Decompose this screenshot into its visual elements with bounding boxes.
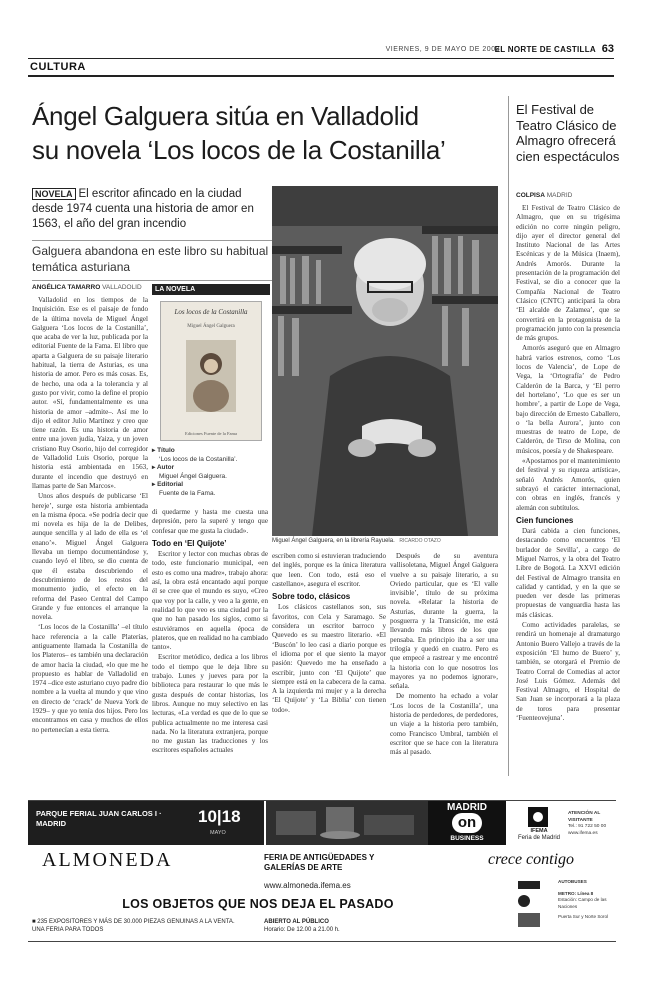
bus-icon xyxy=(518,881,540,889)
paragraph: «Apostamos por el mantenimiento del festival y su riqueza artística», señaló Andrés Amorós, quien subrayó el carácter internacional, con obras en inglés, francés y alemán con subtítulos. xyxy=(516,457,620,512)
paragraph: di quedarme y hasta me cuesta una depresión, pero la superé y tengo que confesar que me gusta la ciudad». xyxy=(152,508,268,535)
ad-open-hours: Horario: De 12.00 a 21.00 h. xyxy=(264,926,340,933)
book-cover-publisher: Ediciones Fuente de la Fama xyxy=(185,431,237,436)
section-rule xyxy=(28,75,614,77)
ad-info-title: ATENCIÓN AL VISITANTE xyxy=(568,811,601,823)
header-paper-name: EL NORTE DE CASTILLA xyxy=(494,45,596,54)
headline-line-1: Ángel Galguera sitúa en Valladolid xyxy=(32,101,419,131)
book-details xyxy=(152,447,270,498)
author-photo-image xyxy=(272,186,498,536)
article-column-3 xyxy=(272,552,386,774)
ad-transport-note: Puerta Sur y Norte Sorol xyxy=(558,913,609,919)
book-info-box xyxy=(152,284,270,508)
sidebar-byline-name: COLPISA xyxy=(516,192,545,199)
ifema-line-1: IFEMA xyxy=(530,828,548,834)
headline-line-2: su novela ‘Los locos de la Costanilla’ xyxy=(32,135,446,165)
ad-brand-logo: ALMONEDA xyxy=(42,849,173,871)
ad-open-label: ABIERTO AL PÚBLICO xyxy=(264,919,329,925)
author-photo xyxy=(272,186,498,536)
header-rule xyxy=(28,58,614,59)
lead-paragraph xyxy=(32,187,272,232)
madrid-business-bottom: BUSINESS xyxy=(450,835,484,842)
metro-icon xyxy=(518,895,530,907)
book-box-label: LA NOVELA xyxy=(152,284,270,295)
ad-dates: 10|18 xyxy=(198,807,241,826)
paragraph: ‘Los locos de la Costanilla’ –el título hace referencia a la calle Platerías, antiguamente llamada la Costanilla de los Plateros– es también una declaración de amor hacia la ciudad, «lo que me he propuesto es hablar de Valladolid en 1974 –dice este asturiano cuyo padre dio nombre a la vuelta al mundo y que vino en directo de ‘crack’ de Nueva York de 1929– y que yo tenía dos hijos. Pero los encontramos en casa y muchos de ellos no pertenecían a esta tierra. xyxy=(32,623,148,734)
lead-tag: NOVELA xyxy=(32,188,76,200)
ifema-logo xyxy=(514,807,564,845)
madrid-business-top: MADRID xyxy=(447,802,487,813)
page-number: 63 xyxy=(601,43,614,55)
paragraph: Amorós aseguró que en Almagro habrá varios estrenos, como ‘Los locos de Valencia’, de Lope de Vega, la ‘Ortografía’ de Pedro Calderón de la Barca, y ‘El perro del hortelano’, ‘Lo que es ser un hombre’, a partir de Lope de Vega, bajo dirección de Ernesto Caballero, o ‘la bella Aurora’, junto con muestras de teatro de Lope, de Calderón, de Tirso de Molina, con músicos, poesía y de Shakespeare. xyxy=(516,344,620,455)
ad-tagline: LOS OBJETOS QUE NOS DEJA EL PASADO xyxy=(122,897,394,911)
photo-caption xyxy=(272,538,502,544)
photo-credit: RICARDO OTAZO xyxy=(399,538,441,544)
article-column-1 xyxy=(32,296,148,774)
section-label: CULTURA xyxy=(30,61,86,73)
subheadline: Galguera abandona en este libro su habitual temática asturiana xyxy=(32,244,269,274)
byline-name: ANGÉLICA TAMARRO xyxy=(32,284,101,291)
subhead-rule xyxy=(32,280,272,281)
main-headline xyxy=(32,99,512,167)
ad-transport-icons xyxy=(518,881,552,931)
paragraph: Como actividades paralelas, se rendirá un homenaje al dramaturgo Antonio Buero Vallejo a través de la exposición ‘El humo de Buero’ y, también, se otorgará el Premio de Teatro Corral de Comedias al actor José Luis Gómez. Además del Festival Almagro, el Hospital de San Juan se incorporará a la plaza de toros para presentar ‘Fuenteovejuna’. xyxy=(516,621,620,723)
ad-fair-title: FERIA DE ANTIGÜEDADES Y GALERÍAS DE ARTE xyxy=(264,853,375,872)
byline-place: VALLADOLID xyxy=(102,284,142,291)
paragraph: Escritor y lector con muchas obras de todo, este funcionario municipal, «en esto es como una madre», trabajo ahora: así, la obra está encantado aquí porque él se cree que el mundo es suyo, «Creo que voy por la calle, y veo a la gente, en realidad lo que veo es una ciudad por la que no han pasado los siglos, como si estuviéramos en aquella época de plateros, que en realidad no ha cambiado tanto». xyxy=(152,550,268,652)
book-cover-illustration xyxy=(186,340,236,412)
paragraph: El Festival de Teatro Clásico de Almagro, que en su trigésima edición no corre ningún peligro, dijo ayer el director general del Instituto Nacional de las Artes Escénicas y de la Música (Inaem), Andrés Amorós. Durante la presentación de la programación del Festival, se dio a conocer que la Compañía Nacional de Teatro Clásico (CNTC) anticipará la obra ‘El alcalde de Zalamea’, que se convertirá en la protagonista de la programación junto con la presencia de más grupos. xyxy=(516,204,620,343)
ifema-line-2: Feria de Madrid xyxy=(517,835,561,841)
train-icon xyxy=(518,913,540,927)
ad-month: MAYO xyxy=(210,830,226,836)
bullet-icon: ■ xyxy=(32,919,38,925)
ad-url[interactable]: www.almoneda.ifema.es xyxy=(264,881,351,890)
lead-rule xyxy=(32,240,272,241)
ad-transport-station: Estación: Campo de las Naciones xyxy=(558,897,607,909)
subhead-clasicos: Sobre todo, clásicos xyxy=(272,592,351,602)
ad-transport xyxy=(558,879,616,920)
advertisement xyxy=(28,800,616,942)
ad-antiques-image xyxy=(266,801,428,845)
page-header xyxy=(0,44,640,58)
madrid-business-on: on xyxy=(452,813,482,833)
paragraph: Después de su aventura vallisoletana, Miguel Ángel Galguera vuelve a su paisaje literario, a su Oviedo particular, que es ‘El valle invisible’, título de su próxima novela. «Relatar la historia de Asturias, durante la guerra, la posguerra y la Transición, me está llevando más libros de los que pensaba. En principio iba a ser una trilogía y quedó en cuatro. Pero es que empecé a rastrear y me encontré la historia con lo que nosotros los mayores ya no podemos ignorar», señala. xyxy=(390,552,498,691)
paragraph: Valladolid en los tiempos de la Inquisición. Ese es el paisaje de fondo de la última novela de Miguel Ángel Galguera ‘Los locos de la Costanilla’, que acaba de ver la luz, publicada por la editorial Fuente de la Fama. El libro que aparta a Galguera de su paisaje literario habitual, la tierra de Asturias, es una historia de amor. Pero es más cosas. Es, de hecho, una oda a la tolerancia y al gusto por vivir, como la define el propio autor. «Sí, fundamentalmente es una historia de amor –admite–. Así me lo dijo el editor Julio Martínez y creo que tiene razón. Es una historia de amor entre una joven judía, Yaiza, y un joven cristiano Ruy Osorio, hijo del corregidor de Valladolid Luis Osorio, porque la historia está ambientada en 1563, durante el incendio que destruyó en llamas parte de San Marcos». xyxy=(32,296,148,490)
article-column-4 xyxy=(390,552,498,774)
article-column-2 xyxy=(152,508,268,774)
book-title-value: ‘Los locos de la Costanilla’. xyxy=(159,455,238,463)
ad-info-web[interactable]: www.ifema.es xyxy=(568,830,598,836)
book-cover xyxy=(160,301,262,441)
sidebar-headline: El Festival de Teatro Clásico de Almagro ofrecerá cien espectáculos xyxy=(516,102,620,164)
ad-bullet xyxy=(32,919,242,934)
sidebar-divider xyxy=(508,96,509,776)
sidebar-byline-place: MADRID xyxy=(546,192,573,199)
ifema-icon xyxy=(528,807,548,827)
lead-text: El escritor afincado en la ciudad desde 1974 cuenta una historia de amor en 1563, el año del gran incendio xyxy=(32,188,254,230)
book-author-key: ▸ Autor xyxy=(152,464,175,471)
ad-transport-metro: METRO: Línea 8 xyxy=(558,891,594,897)
header-date: VIERNES, 9 DE MAYO DE 2003 xyxy=(385,46,500,53)
ad-info xyxy=(568,811,618,837)
ad-banner xyxy=(28,801,264,845)
book-cover-author: Miguel Ángel Galguera xyxy=(187,324,235,329)
sidebar-body xyxy=(516,204,620,774)
sidebar-byline xyxy=(516,192,572,199)
paragraph: escriben como si estuvieran traduciendo del inglés, porque es la única literatura que leen. Con todo, está eso el castellano», asegura el escritor. xyxy=(272,552,386,588)
paragraph: Unos años después de publicarse ‘El hereje’, surge esta historia ambientada en la misma época. «Se podría decir que mi novela es hija de la de Delibes, aunque sencilla y al lado de ella es ‘el enano’». Miguel Ángel Galguera llevaba un tiempo documentándose y, cuando leyó el libro, se dio cuenta de que él estaba descubriendo el descubrimiento de los restos del monumento judío, el efecto en la reforma del Paseo Central del Campo Grande y fue entonces el arranque la novela. xyxy=(32,492,148,622)
paragraph: De momento ha echado a volar ‘Los locos de la Costanilla’, una historia de perdedores, de perdedores, un viaje a la historia pero también, como Francisco Umbral, también el escritor que se hace con la literatura más al pasado. xyxy=(390,692,498,757)
book-cover-title: Los locos de la Costanilla xyxy=(174,308,248,316)
paragraph: Los clásicos castellanos son, sus favoritos, con Cela y Saramago. Se considera un escritor barroco y Quevedo es su maestro literario. «El ‘Buscón’ lo leo casi a diario porque es el idioma por el que siento la mayor pasión: Quevedo me ha enseñado a escribir, junto con ‘El Quijote’ que siempre está en la cabecera de la cama. A la izquierda mi mujer y a la derecha ‘El Quijote’ y ‘La Biblia’ con tienen todo». xyxy=(272,603,386,714)
byline xyxy=(32,284,142,291)
ad-venue: PARQUE FERIAL JUAN CARLOS I · MADRID xyxy=(36,809,162,828)
ad-bullet-text: 235 EXPOSITORES Y MÁS DE 30.000 PIEZAS GENUINAS A LA VENTA. UNA FERIA PARA TODOS xyxy=(32,919,235,933)
ad-slogan: crece contigo xyxy=(488,851,575,868)
ad-opening xyxy=(264,919,394,934)
ad-info-phone: Tel.: 91 722 50 00 xyxy=(568,824,607,829)
subhead-quijote: Todo en ‘El Quijote’ xyxy=(152,538,227,548)
book-author-value: Miguel Ángel Galguera. xyxy=(159,472,227,480)
ad-photo xyxy=(266,801,428,845)
book-publisher-value: Fuente de la Fama. xyxy=(159,489,216,497)
paragraph: Dará cabida a cien funciones, destacando como encuentros ‘El burlador de Sevilla’, a cargo de Miguel Narros, y la obra del Teatro Libre de Bogotá. La XXVI edición del Festival de Almagro transita en calidad y cantidad, y en la que se pueden ver desde las primeras propuestas de vanguardia hasta las más clásicas. xyxy=(516,527,620,619)
paragraph: Escritor metódico, dedica a los libros todo el tiempo que le deja libre su trabajo. Lunes y jueves para por la biblioteca para restaurar lo que más le gusta después de contar historias, los libros. Aunque no muy selectivo en las lecturas, «La verdad es que de lo que se publica actualmente no me interesa casi nada. No la literatura extranjera, porque no me gustan las traducciones y los escritores españoles actuales xyxy=(152,653,268,755)
book-title-key: ▸ Título xyxy=(152,447,175,454)
sidebar-subhead: Cien funciones xyxy=(516,515,574,525)
ad-transport-title: AUTOBUSES xyxy=(558,879,587,884)
photo-caption-text: Miguel Ángel Galguera, en la librería Rayuela. xyxy=(272,538,395,544)
book-publisher-key: ▸ Editorial xyxy=(152,481,184,488)
madrid-business-logo xyxy=(428,801,506,845)
